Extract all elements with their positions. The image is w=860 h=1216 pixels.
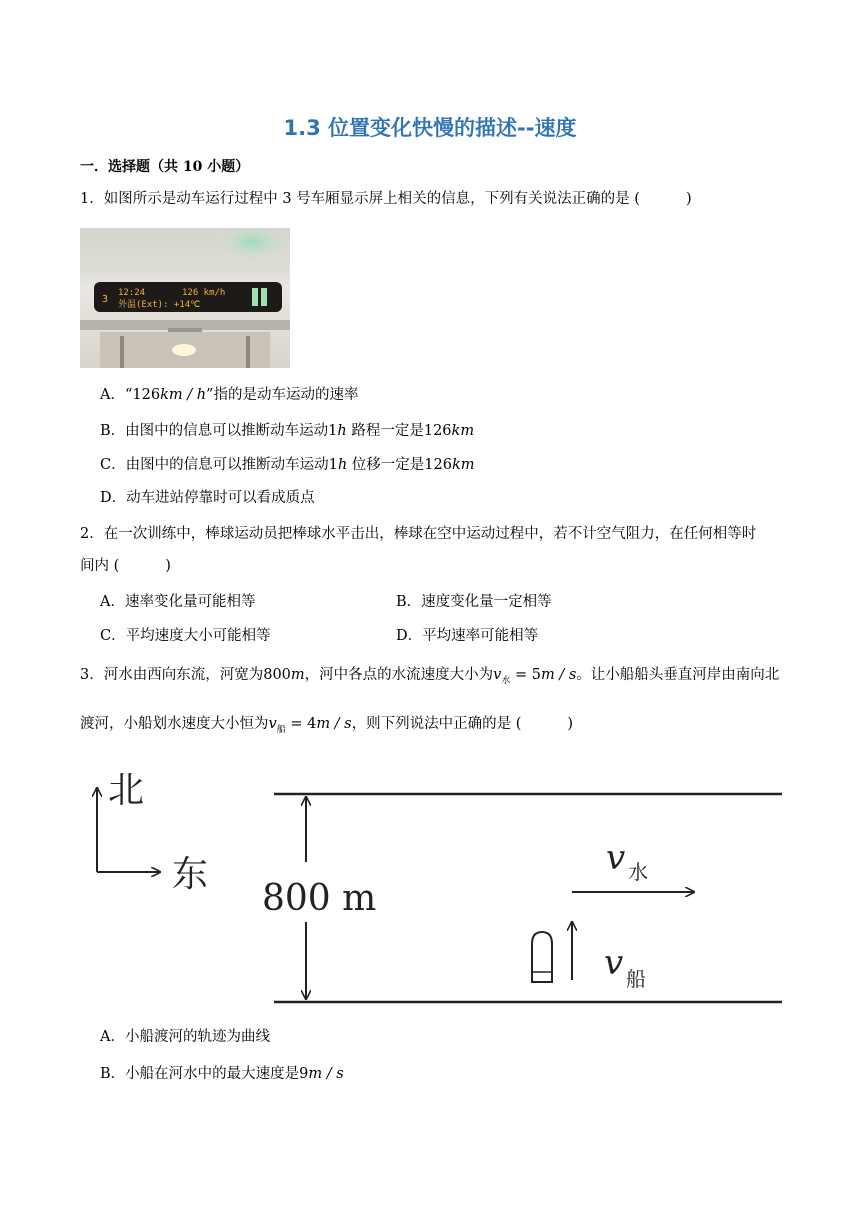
q2-option-c: C．平均速度大小可能相等 (100, 628, 271, 644)
v-boat-symbol: v (604, 943, 624, 983)
q2-stem-line2: 间内 ( ) (80, 558, 171, 574)
display-temperature: 外温(Ext): +14℃ (118, 300, 201, 310)
q3-option-b: B．小船在河水中的最大速度是9m / s (100, 1066, 344, 1082)
train-display-illustration (80, 228, 290, 368)
q1-stem: 1．如图所示是动车运行过程中 3 号车厢显示屏上相关的信息，下列有关说法正确的是 ( ) (80, 191, 692, 207)
train-display-photo (80, 228, 290, 368)
q1-option-b: B．由图中的信息可以推断动车运动1h 路程一定是126km (100, 423, 475, 439)
q1-option-d: D．动车进站停靠时可以看成质点 (100, 490, 315, 506)
display-speed: 126 km/h (182, 288, 226, 298)
river-width-label: 800 m (262, 878, 377, 919)
section-heading: 一．选择题（共 10 小题） (80, 159, 250, 175)
display-time: 12:24 (118, 288, 146, 298)
boat-icon (532, 932, 552, 982)
q1-option-a: A．“126km / h”指的是动车运动的速率 (100, 387, 359, 403)
q2-option-b: B．速度变化量一定相等 (396, 594, 552, 610)
north-label: 北 (108, 770, 145, 811)
v-water-symbol: v (606, 838, 626, 878)
q2-stem-line1: 2．在一次训练中，棒球运动员把棒球水平击出，棒球在空中运动过程中，若不计空气阻力，在任何相等时 (80, 526, 757, 542)
v-boat-subscript: 船 (626, 967, 646, 991)
river-crossing-diagram (80, 752, 790, 1014)
q3-stem-line2: 渡河，小船划水速度大小恒为$v_船 = 4m / s$，则下列说法中正确的是 ( ) (80, 716, 574, 735)
q2-option-d: D．平均速率可能相等 (396, 628, 539, 644)
q1-option-c: C．由图中的信息可以推断动车运动1h 位移一定是126km (100, 457, 475, 473)
q2-option-a: A．速率变化量可能相等 (100, 594, 256, 610)
page-title: 1.3 位置变化快慢的描述--速度 (283, 116, 577, 140)
v-water-subscript: 水 (628, 860, 648, 884)
display-car-number: 3 (102, 294, 109, 305)
east-label: 东 (172, 854, 209, 895)
q3-option-a: A．小船渡河的轨迹为曲线 (100, 1029, 270, 1045)
q3-stem-line1: 3．河水由西向东流，河宽为800m，河中各点的水流速度大小为$v_水 = 5m / s$。让小船船头垂直河岸由南向北 (80, 667, 780, 686)
